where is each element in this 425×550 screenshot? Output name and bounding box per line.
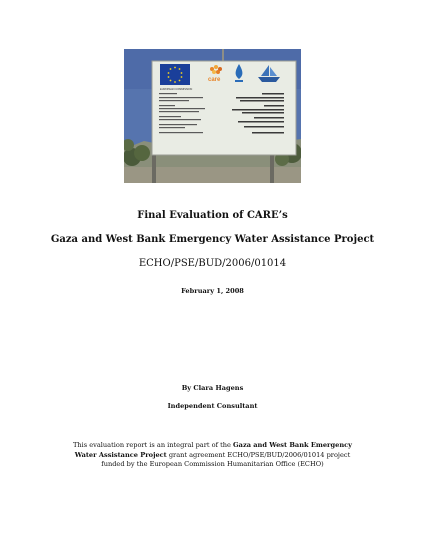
cover-photo	[124, 49, 301, 183]
statement-part1: This evaluation report is an integral part of the	[73, 441, 234, 449]
funding-statement	[70, 441, 355, 470]
statement-project-name: Gaza and West Bank Emergency Water Assistance Project	[74, 441, 352, 459]
author-byline: By Clara Hagens	[181, 384, 244, 392]
project-code: ECHO/PSE/BUD/2006/01014	[138, 258, 287, 269]
care-logo-text: care	[208, 77, 221, 83]
author-role: Independent Consultant	[167, 402, 258, 410]
report-date: February 1, 2008	[181, 287, 244, 295]
statement-part2: grant agreement ECHO/PSE/BUD/2006/01014 project funded by the European Commission Humanitarian Office (ECHO)	[101, 450, 351, 469]
project-title: Gaza and West Bank Emergency Water Assistance Project	[50, 234, 375, 245]
report-title: Final Evaluation of CARE’s	[137, 210, 288, 221]
sign-header-text: EUROPEAN COMMISSION	[160, 88, 193, 91]
